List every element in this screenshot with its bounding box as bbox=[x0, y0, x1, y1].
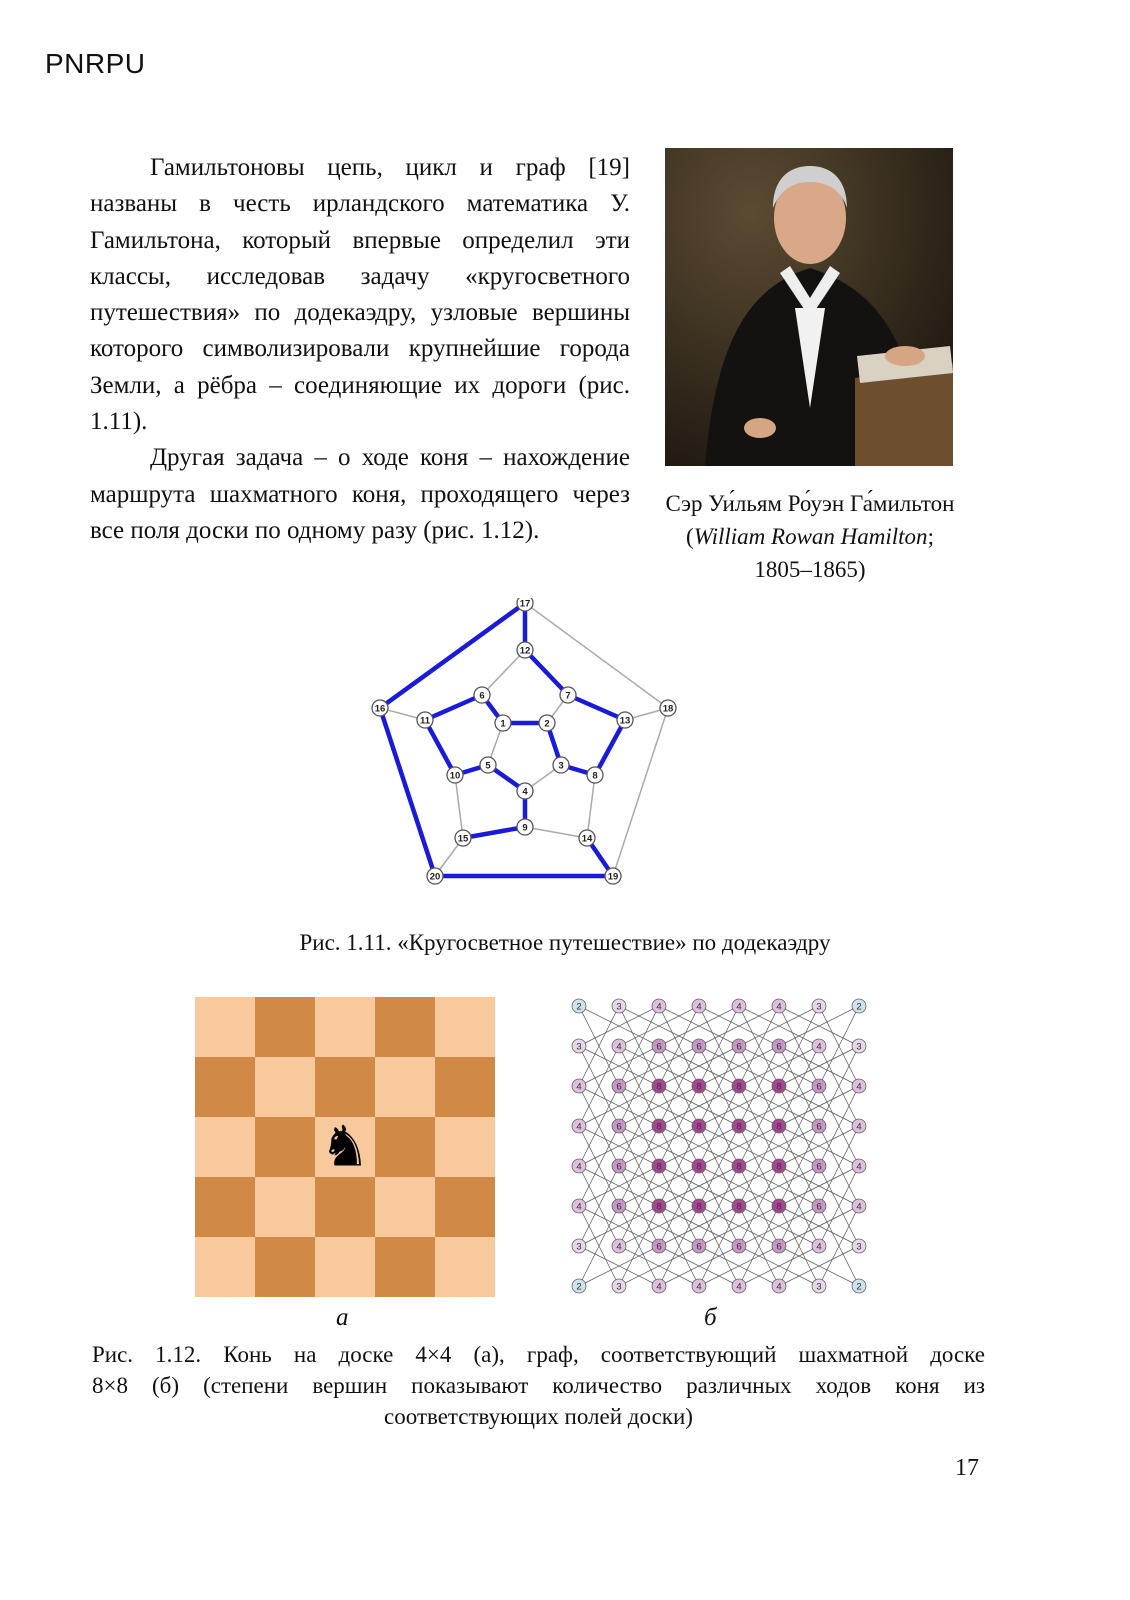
caption-line-3: соответствующих полей доски) bbox=[384, 1404, 693, 1429]
graph-edge bbox=[613, 708, 668, 876]
board-square bbox=[375, 1117, 435, 1177]
degree-label: 8 bbox=[776, 1201, 782, 1213]
degree-label: 4 bbox=[736, 1281, 742, 1293]
degree-label: 8 bbox=[736, 1121, 742, 1133]
degree-label: 6 bbox=[776, 1241, 782, 1253]
board-square bbox=[375, 1057, 435, 1117]
degree-label: 4 bbox=[576, 1161, 582, 1173]
degree-label: 3 bbox=[616, 1281, 622, 1293]
degree-label: 3 bbox=[816, 1281, 822, 1293]
graph-edge bbox=[587, 775, 595, 838]
portrait-caption-name: Сэр Уи́льям Ро́уэн Га́мильтон ( bbox=[665, 491, 955, 549]
degree-label: 8 bbox=[776, 1121, 782, 1133]
hamiltonian-edge bbox=[525, 650, 568, 695]
graph-edge bbox=[455, 775, 463, 838]
vertex-label: 15 bbox=[457, 833, 469, 845]
board-square bbox=[255, 997, 315, 1057]
hamiltonian-edge bbox=[463, 827, 525, 838]
hamilton-portrait bbox=[665, 148, 953, 466]
vertex-label: 9 bbox=[522, 822, 528, 834]
degree-label: 4 bbox=[696, 1001, 702, 1013]
graph-edge bbox=[525, 603, 668, 708]
vertex-label: 8 bbox=[592, 770, 598, 782]
degree-label: 3 bbox=[576, 1241, 582, 1253]
degree-label: 3 bbox=[816, 1001, 822, 1013]
vertex-label: 4 bbox=[522, 786, 528, 798]
degree-label: 8 bbox=[736, 1161, 742, 1173]
knight-piece: ♞ bbox=[319, 1114, 371, 1180]
degree-label: 6 bbox=[696, 1041, 702, 1053]
board-square bbox=[255, 1237, 315, 1297]
degree-label: 6 bbox=[616, 1201, 622, 1213]
degree-label: 4 bbox=[616, 1041, 622, 1053]
degree-label: 2 bbox=[576, 1001, 582, 1013]
vertex-label: 13 bbox=[619, 715, 631, 727]
degree-label: 4 bbox=[656, 1001, 662, 1013]
degree-label: 4 bbox=[656, 1281, 662, 1293]
board-square bbox=[315, 997, 375, 1057]
degree-label: 8 bbox=[656, 1201, 662, 1213]
portrait-caption-years: ; 1805–1865) bbox=[754, 524, 934, 582]
degree-label: 6 bbox=[816, 1201, 822, 1213]
degree-label: 4 bbox=[856, 1081, 862, 1093]
body-text bbox=[90, 150, 630, 549]
board-square bbox=[375, 1177, 435, 1237]
subfigure-label-a: а bbox=[336, 1304, 349, 1331]
board-square bbox=[315, 1057, 375, 1117]
degree-label: 6 bbox=[736, 1041, 742, 1053]
degree-label: 8 bbox=[656, 1161, 662, 1173]
board-square bbox=[195, 1057, 255, 1117]
dodecahedron-graph bbox=[365, 598, 705, 908]
degree-label: 4 bbox=[696, 1281, 702, 1293]
degree-label: 4 bbox=[576, 1121, 582, 1133]
hamiltonian-edge bbox=[380, 603, 525, 708]
board-square bbox=[375, 1237, 435, 1297]
degree-label: 8 bbox=[656, 1081, 662, 1093]
degree-label: 6 bbox=[696, 1241, 702, 1253]
vertex-label: 20 bbox=[429, 871, 441, 883]
hamiltonian-edge bbox=[568, 695, 625, 720]
degree-label: 4 bbox=[576, 1201, 582, 1213]
degree-label: 4 bbox=[616, 1241, 622, 1253]
degree-label: 6 bbox=[656, 1241, 662, 1253]
vertex-label: 19 bbox=[607, 871, 619, 883]
board-square bbox=[435, 1177, 495, 1237]
degree-label: 4 bbox=[856, 1161, 862, 1173]
vertex-label: 11 bbox=[419, 715, 431, 727]
degree-label: 8 bbox=[776, 1161, 782, 1173]
degree-label: 8 bbox=[696, 1121, 702, 1133]
board-square bbox=[195, 997, 255, 1057]
graph-edge bbox=[525, 827, 587, 838]
caption-line-1: Рис. 1.12. Конь на доске 4×4 (а), граф, соответствующий шахматной доске bbox=[92, 1342, 985, 1367]
vertex-label: 10 bbox=[449, 770, 461, 782]
vertex-label: 7 bbox=[565, 690, 571, 702]
vertex-label: 6 bbox=[479, 690, 485, 702]
board-square bbox=[195, 1237, 255, 1297]
degree-label: 6 bbox=[816, 1121, 822, 1133]
board-square bbox=[435, 1117, 495, 1177]
chessboard-4x4 bbox=[195, 997, 495, 1297]
vertex-label: 5 bbox=[485, 760, 491, 772]
degree-label: 4 bbox=[816, 1041, 822, 1053]
vertex-label: 14 bbox=[581, 833, 593, 845]
degree-label: 8 bbox=[696, 1201, 702, 1213]
hamiltonian-edge bbox=[380, 708, 435, 876]
caption-line-2: 8×8 (б) (степени вершин показывают количество различных ходов коня из bbox=[92, 1373, 985, 1398]
hamiltonian-edge bbox=[425, 720, 455, 775]
portrait-caption-latin: William Rowan Hamilton bbox=[693, 524, 928, 549]
graph-edge bbox=[482, 650, 525, 695]
hamiltonian-edge bbox=[595, 720, 625, 775]
vertex-label: 3 bbox=[558, 760, 564, 772]
board-square bbox=[435, 997, 495, 1057]
vertex-label: 18 bbox=[662, 703, 674, 715]
degree-label: 4 bbox=[736, 1001, 742, 1013]
degree-label: 6 bbox=[616, 1121, 622, 1133]
degree-label: 6 bbox=[656, 1041, 662, 1053]
board-square bbox=[255, 1057, 315, 1117]
degree-label: 8 bbox=[656, 1121, 662, 1133]
degree-label: 8 bbox=[696, 1161, 702, 1173]
degree-label: 3 bbox=[856, 1041, 862, 1053]
degree-label: 4 bbox=[576, 1081, 582, 1093]
degree-label: 3 bbox=[576, 1041, 582, 1053]
board-square bbox=[195, 1177, 255, 1237]
board-square bbox=[435, 1057, 495, 1117]
degree-label: 4 bbox=[816, 1241, 822, 1253]
degree-label: 3 bbox=[616, 1001, 622, 1013]
board-square bbox=[375, 997, 435, 1057]
paragraph-2: Другая задача – о ходе коня – нахождение маршрута шахматного коня, проходящего через все поля доски по одному разу (рис. 1.12). bbox=[90, 444, 630, 544]
board-square bbox=[255, 1117, 315, 1177]
running-header: PNRPU bbox=[45, 48, 146, 79]
portrait-caption bbox=[655, 487, 965, 586]
degree-label: 8 bbox=[696, 1081, 702, 1093]
hamiltonian-edge bbox=[425, 695, 482, 720]
vertex-label: 2 bbox=[544, 718, 550, 730]
degree-label: 4 bbox=[776, 1001, 782, 1013]
degree-label: 3 bbox=[856, 1241, 862, 1253]
board-square bbox=[435, 1237, 495, 1297]
degree-label: 6 bbox=[816, 1161, 822, 1173]
degree-label: 6 bbox=[736, 1241, 742, 1253]
vertex-label: 17 bbox=[519, 598, 531, 610]
degree-label: 6 bbox=[776, 1041, 782, 1053]
vertex-label: 1 bbox=[500, 718, 506, 730]
degree-label: 6 bbox=[816, 1081, 822, 1093]
knight-graph-8x8 bbox=[563, 990, 875, 1302]
degree-label: 8 bbox=[736, 1201, 742, 1213]
degree-label: 4 bbox=[856, 1201, 862, 1213]
board-square bbox=[315, 1177, 375, 1237]
figure-1-11-caption: Рис. 1.11. «Кругосветное путешествие» по додекаэдру bbox=[299, 930, 831, 955]
page-number: 17 bbox=[955, 1455, 979, 1481]
degree-label: 8 bbox=[776, 1081, 782, 1093]
degree-label: 6 bbox=[616, 1161, 622, 1173]
degree-label: 2 bbox=[576, 1281, 582, 1293]
paragraph-1: Гамильтоновы цепь, цикл и граф [19] названы в честь ирландского математика У. Гамильтона, который впервые определил эти классы, исследовав задачу «кругосветного путешествия» по додекаэдру, узловые вершины которого символизировали крупнейшие города Земли, а рёбра – соединяющие их дороги (рис. 1.11). bbox=[90, 154, 630, 436]
degree-label: 4 bbox=[856, 1121, 862, 1133]
vertex-label: 12 bbox=[519, 645, 531, 657]
degree-label: 2 bbox=[856, 1001, 862, 1013]
board-square bbox=[255, 1177, 315, 1237]
degree-label: 4 bbox=[776, 1281, 782, 1293]
degree-label: 8 bbox=[736, 1081, 742, 1093]
board-square bbox=[195, 1117, 255, 1177]
degree-label: 6 bbox=[616, 1081, 622, 1093]
vertex-label: 16 bbox=[374, 703, 386, 715]
figure-1-12-caption bbox=[92, 1339, 985, 1432]
subfigure-label-b: б bbox=[704, 1304, 717, 1331]
board-square bbox=[315, 1237, 375, 1297]
degree-label: 2 bbox=[856, 1281, 862, 1293]
